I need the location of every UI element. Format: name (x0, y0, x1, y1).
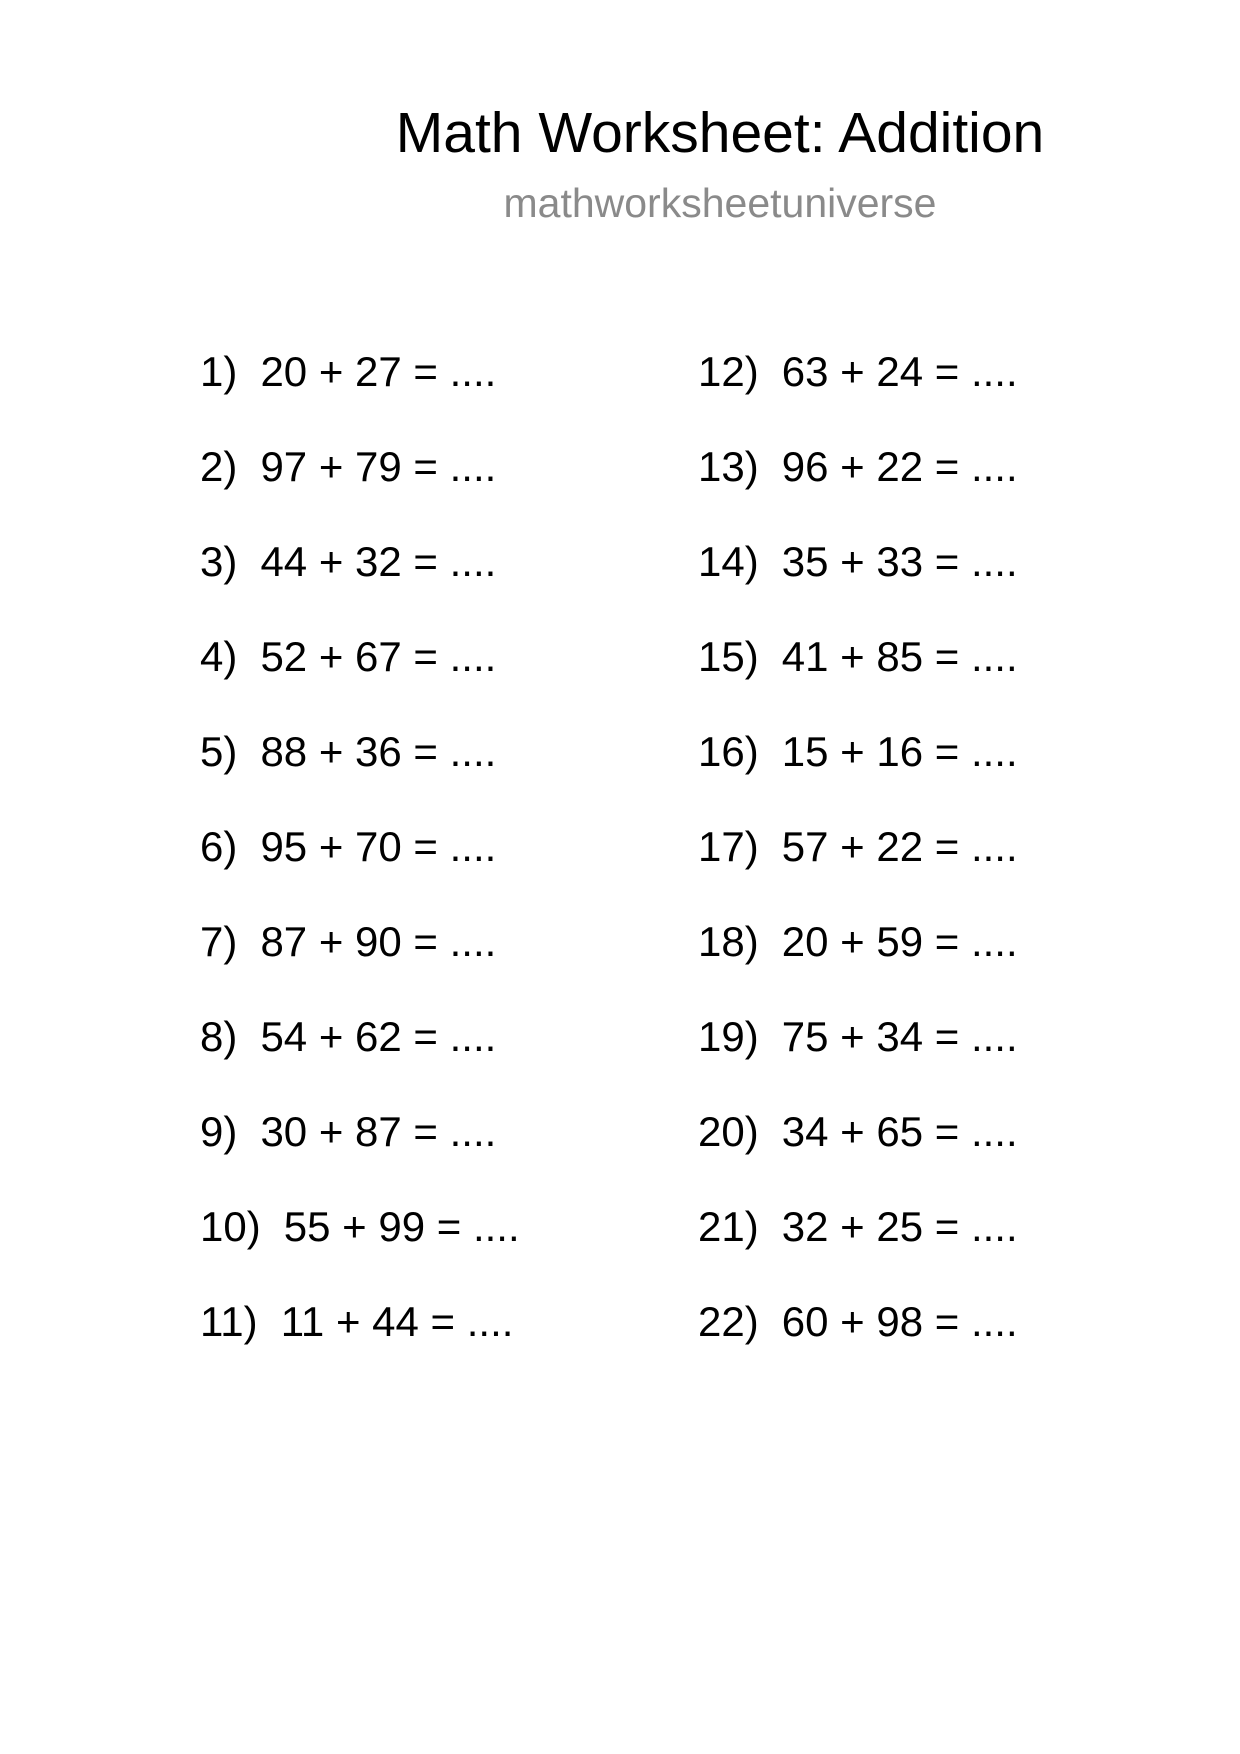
problem-number: 9) (200, 1108, 238, 1155)
problem-item (698, 443, 1018, 538)
problem-item (200, 1013, 520, 1108)
problem-expression: 20 + 27 = .... (260, 348, 497, 395)
page-subtitle: mathworksheetuniverse (503, 180, 937, 226)
problem-expression: 95 + 70 = .... (260, 823, 497, 870)
problem-number: 21) (698, 1203, 759, 1250)
problem-item (698, 1108, 1018, 1203)
problem-item (698, 1013, 1018, 1108)
problem-column-left (200, 348, 520, 1393)
problem-number: 12) (698, 348, 759, 395)
problem-item (698, 538, 1018, 633)
problem-expression: 88 + 36 = .... (260, 728, 497, 775)
problem-expression: 35 + 33 = .... (781, 538, 1018, 585)
problem-expression: 87 + 90 = .... (260, 918, 497, 965)
problem-expression: 75 + 34 = .... (781, 1013, 1018, 1060)
problem-item (698, 1203, 1018, 1298)
problem-expression: 54 + 62 = .... (260, 1013, 497, 1060)
problem-number: 4) (200, 633, 238, 680)
problem-item (200, 823, 520, 918)
worksheet-header (370, 98, 1070, 228)
problem-item (698, 1298, 1018, 1393)
problem-number: 8) (200, 1013, 238, 1060)
page-title: Math Worksheet: Addition (395, 101, 1045, 165)
problem-item (200, 1108, 520, 1203)
problem-expression: 44 + 32 = .... (260, 538, 497, 585)
problem-number: 17) (698, 823, 759, 870)
problem-expression: 20 + 59 = .... (781, 918, 1018, 965)
problem-number: 22) (698, 1298, 759, 1345)
problem-item (698, 633, 1018, 728)
problem-number: 2) (200, 443, 238, 490)
problem-item (200, 918, 520, 1013)
problem-item (200, 633, 520, 728)
problem-item (698, 918, 1018, 1013)
problem-column-right (698, 348, 1018, 1393)
problem-number: 15) (698, 633, 759, 680)
problem-number: 7) (200, 918, 238, 965)
problem-item (200, 1203, 520, 1298)
problem-expression: 60 + 98 = .... (781, 1298, 1018, 1345)
problem-expression: 30 + 87 = .... (260, 1108, 497, 1155)
problem-number: 13) (698, 443, 759, 490)
problem-item (200, 538, 520, 633)
problem-expression: 41 + 85 = .... (781, 633, 1018, 680)
problem-item (200, 728, 520, 823)
problem-number: 5) (200, 728, 238, 775)
problem-item (200, 443, 520, 538)
problem-item (698, 348, 1018, 443)
problem-number: 11) (200, 1298, 258, 1345)
problem-expression: 15 + 16 = .... (781, 728, 1018, 775)
problem-number: 19) (698, 1013, 759, 1060)
problem-expression: 96 + 22 = .... (781, 443, 1018, 490)
problem-number: 3) (200, 538, 238, 585)
problem-item (200, 348, 520, 443)
problem-expression: 63 + 24 = .... (781, 348, 1018, 395)
problem-expression: 32 + 25 = .... (781, 1203, 1018, 1250)
problem-number: 14) (698, 538, 759, 585)
problem-expression: 11 + 44 = .... (280, 1298, 514, 1345)
problem-expression: 52 + 67 = .... (260, 633, 497, 680)
problem-expression: 97 + 79 = .... (260, 443, 497, 490)
problem-item (698, 823, 1018, 918)
problem-number: 20) (698, 1108, 759, 1155)
problem-number: 16) (698, 728, 759, 775)
problem-item (200, 1298, 520, 1393)
problem-number: 18) (698, 918, 759, 965)
problem-number: 1) (200, 348, 238, 395)
problem-expression: 34 + 65 = .... (781, 1108, 1018, 1155)
problem-number: 10) (200, 1203, 261, 1250)
problem-item (698, 728, 1018, 823)
problem-expression: 57 + 22 = .... (781, 823, 1018, 870)
problem-number: 6) (200, 823, 238, 870)
problem-expression: 55 + 99 = .... (283, 1203, 520, 1250)
